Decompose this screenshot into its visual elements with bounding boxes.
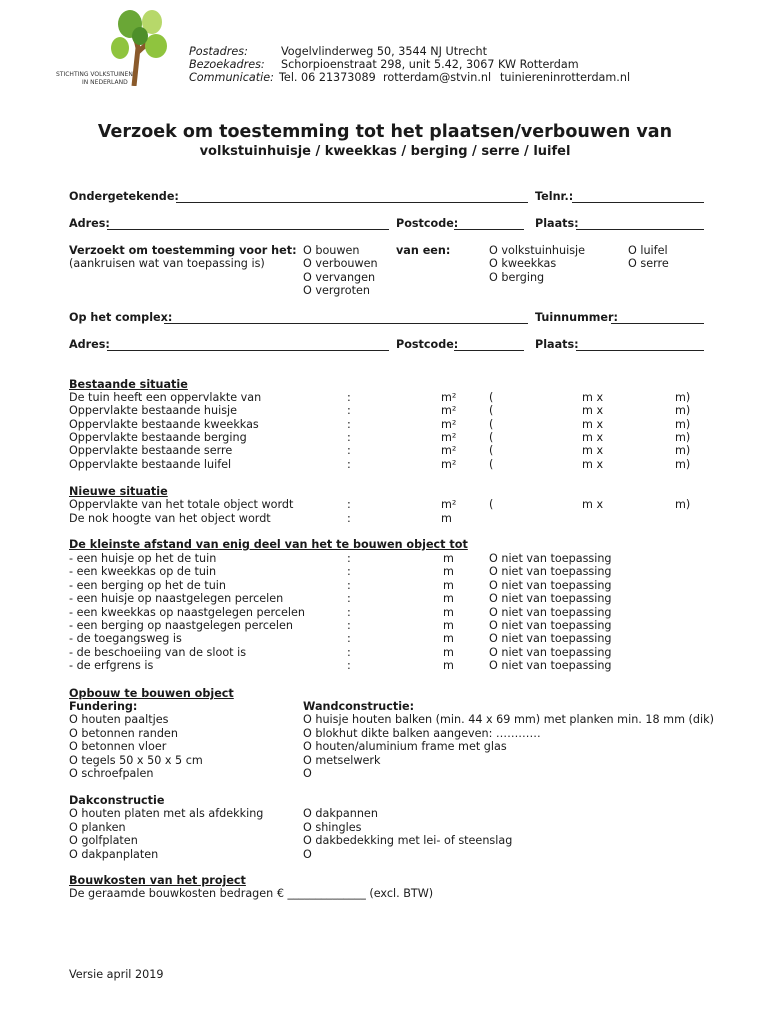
bestaande-row: Oppervlakte bestaande serre <box>69 444 233 457</box>
paren-open: ( <box>489 391 494 404</box>
telephone: Tel. 06 21373089 <box>279 71 376 84</box>
telnr-label: Telnr.: <box>535 190 574 203</box>
colon: : <box>347 391 351 404</box>
niet-van-toepassing-option[interactable]: O niet van toepassing <box>489 606 612 619</box>
times: m x <box>582 458 604 471</box>
postadres-value: Vogelvlinderweg 50, 3544 NJ Utrecht <box>281 45 487 58</box>
bestaande-heading: Bestaande situatie <box>69 378 188 391</box>
fundering-option[interactable]: O betonnen randen <box>69 727 178 740</box>
stichting-volkstuinen-logo <box>56 8 174 86</box>
communicatie-label: Communicatie: <box>189 71 274 84</box>
times: m x <box>582 444 604 457</box>
dak-option[interactable]: O shingles <box>303 821 362 834</box>
afstand-row: - een kweekkas op naastgelegen percelen <box>69 606 305 619</box>
afstand-row: - een huisje op naastgelegen percelen <box>69 592 284 605</box>
action-option-vervangen[interactable]: O vervangen <box>303 271 376 284</box>
adres2-label: Adres: <box>69 338 110 351</box>
wand-label: Wandconstructie: <box>303 700 415 713</box>
unit-m2: m² <box>441 391 457 404</box>
paren-open: ( <box>489 431 494 444</box>
plaats2-label: Plaats: <box>535 338 579 351</box>
colon: : <box>347 632 351 645</box>
times: m x <box>582 418 604 431</box>
wand-option[interactable]: O metselwerk <box>303 754 381 767</box>
object-option-berging[interactable]: O berging <box>489 271 545 284</box>
fundering-option[interactable]: O tegels 50 x 50 x 5 cm <box>69 754 203 767</box>
dak-option[interactable]: O dakpanplaten <box>69 848 159 861</box>
bezoekadres-value: Schorpioenstraat 298, unit 5.42, 3067 KW Rotterdam <box>281 58 579 71</box>
niet-van-toepassing-option[interactable]: O niet van toepassing <box>489 659 612 672</box>
bestaande-row: Oppervlakte bestaande kweekkas <box>69 418 259 431</box>
colon: : <box>347 418 351 431</box>
object-option-luifel[interactable]: O luifel <box>628 244 668 257</box>
unit-m: m <box>441 512 452 525</box>
fundering-option[interactable]: O houten paaltjes <box>69 713 169 726</box>
unit-m2: m² <box>441 498 457 511</box>
tuinnummer-label: Tuinnummer: <box>535 311 618 324</box>
action-option-vergroten[interactable]: O vergroten <box>303 284 370 297</box>
unit-m: m <box>443 552 454 565</box>
colon: : <box>347 619 351 632</box>
ondergetekende-label: Ondergetekende: <box>69 190 179 203</box>
bouwkosten-text: De geraamde bouwkosten bedragen € ______________ (excl. BTW) <box>69 887 434 900</box>
colon: : <box>347 458 351 471</box>
afstand-row: - een berging op naastgelegen percelen <box>69 619 293 632</box>
unit-m: m <box>443 592 454 605</box>
afstand-row: - de beschoeiing van de sloot is <box>69 646 247 659</box>
niet-van-toepassing-option[interactable]: O niet van toepassing <box>489 592 612 605</box>
tuinnummer-field[interactable] <box>611 323 704 324</box>
page-title: Verzoek om toestemming tot het plaatsen/verbouwen van <box>97 122 673 142</box>
unit-m: m <box>443 579 454 592</box>
colon: : <box>347 498 351 511</box>
dak-option[interactable]: O houten platen met als afdekking <box>69 807 264 820</box>
afstand-row: - de erfgrens is <box>69 659 154 672</box>
wand-option[interactable]: O <box>303 767 312 780</box>
unit-m2: m² <box>441 458 457 471</box>
paren-close: m) <box>675 391 691 404</box>
unit-m2: m² <box>441 404 457 417</box>
unit-m2: m² <box>441 444 457 457</box>
dak-option[interactable]: O golfplaten <box>69 834 138 847</box>
dak-option[interactable]: O dakpannen <box>303 807 378 820</box>
times: m x <box>582 431 604 444</box>
fundering-option[interactable]: O schroefpalen <box>69 767 154 780</box>
colon: : <box>347 565 351 578</box>
page-subtitle: volkstuinhuisje / kweekkas / berging / serre / luifel <box>199 144 571 159</box>
postcode-field[interactable] <box>454 229 524 230</box>
unit-m: m <box>443 632 454 645</box>
colon: : <box>347 404 351 417</box>
postcode-label: Postcode: <box>396 217 459 230</box>
adres2-field[interactable] <box>107 350 389 351</box>
postadres-label: Postadres: <box>189 45 248 58</box>
adres-label: Adres: <box>69 217 110 230</box>
postcode2-label: Postcode: <box>396 338 459 351</box>
unit-m2: m² <box>441 431 457 444</box>
paren-close: m) <box>675 404 691 417</box>
dak-label: Dakconstructie <box>69 794 165 807</box>
paren-open: ( <box>489 404 494 417</box>
dak-option[interactable]: O planken <box>69 821 126 834</box>
object-option-kweekkas[interactable]: O kweekkas <box>489 257 557 270</box>
colon: : <box>347 512 351 525</box>
dak-option[interactable]: O dakbedekking met lei- of steenslag <box>303 834 513 847</box>
colon: : <box>347 552 351 565</box>
niet-van-toepassing-option[interactable]: O niet van toepassing <box>489 619 612 632</box>
plaats2-field[interactable] <box>576 350 704 351</box>
unit-m: m <box>443 646 454 659</box>
adres-field[interactable] <box>107 229 389 230</box>
ondergetekende-field[interactable] <box>176 202 528 203</box>
unit-m: m <box>443 606 454 619</box>
opbouw-heading: Opbouw te bouwen object <box>69 687 234 700</box>
paren-close: m) <box>675 418 691 431</box>
afstand-row: - een kweekkas op de tuin <box>69 565 217 578</box>
fundering-option[interactable]: O betonnen vloer <box>69 740 167 753</box>
paren-open: ( <box>489 458 494 471</box>
action-option-verbouwen[interactable]: O verbouwen <box>303 257 378 270</box>
wand-option[interactable]: O blokhut dikte balken aangeven: ………… <box>303 727 541 740</box>
unit-m: m <box>443 565 454 578</box>
wand-option[interactable]: O houten/aluminium frame met glas <box>303 740 507 753</box>
afstand-row: - een huisje op het de tuin <box>69 552 217 565</box>
plaats-label: Plaats: <box>535 217 579 230</box>
bezoekadres-label: Bezoekadres: <box>189 58 265 71</box>
object-option-volkstuinhuisje[interactable]: O volkstuinhuisje <box>489 244 586 257</box>
times: m x <box>582 404 604 417</box>
colon: : <box>347 444 351 457</box>
niet-van-toepassing-option[interactable]: O niet van toepassing <box>489 646 612 659</box>
email-link[interactable]: rotterdam@stvin.nl <box>383 71 492 84</box>
complex-label: Op het complex: <box>69 311 173 324</box>
afstand-row: - een berging op het de tuin <box>69 579 226 592</box>
paren-open: ( <box>489 418 494 431</box>
colon: : <box>347 606 351 619</box>
bestaande-row: Oppervlakte bestaande luifel <box>69 458 232 471</box>
website-link[interactable]: tuiniereninrotterdam.nl <box>500 71 631 84</box>
niet-van-toepassing-option[interactable]: O niet van toepassing <box>489 632 612 645</box>
paren-close: m) <box>675 498 691 511</box>
times: m x <box>582 391 604 404</box>
niet-van-toepassing-option[interactable]: O niet van toepassing <box>489 565 612 578</box>
bestaande-row: Oppervlakte bestaande berging <box>69 431 247 444</box>
nieuwe-heading: Nieuwe situatie <box>69 485 168 498</box>
nieuwe-row-oppervlakte: Oppervlakte van het totale object wordt <box>69 498 294 511</box>
niet-van-toepassing-option[interactable]: O niet van toepassing <box>489 579 612 592</box>
fundering-label: Fundering: <box>69 700 138 713</box>
dak-option[interactable]: O <box>303 848 312 861</box>
colon: : <box>347 659 351 672</box>
colon: : <box>347 579 351 592</box>
object-option-serre[interactable]: O serre <box>628 257 669 270</box>
wand-option[interactable]: O huisje houten balken (min. 44 x 69 mm) met planken min. 18 mm (dik) <box>303 713 714 726</box>
paren-open: ( <box>489 498 494 511</box>
unit-m: m <box>443 659 454 672</box>
complex-field[interactable] <box>164 323 528 324</box>
colon: : <box>347 646 351 659</box>
action-option-bouwen[interactable]: O bouwen <box>303 244 360 257</box>
afstand-heading: De kleinste afstand van enig deel van het te bouwen object tot <box>69 538 468 551</box>
logo-line2: IN NEDERLAND <box>82 79 128 86</box>
verzoekt-label: Verzoekt om toestemming voor het: <box>69 244 297 257</box>
niet-van-toepassing-option[interactable]: O niet van toepassing <box>489 552 612 565</box>
van-een-label: van een: <box>396 244 451 257</box>
paren-close: m) <box>675 431 691 444</box>
paren-close: m) <box>675 458 691 471</box>
plaats-field[interactable] <box>576 229 704 230</box>
logo-line1: STICHTING VOLKSTUINEN <box>56 71 133 78</box>
unit-m2: m² <box>441 418 457 431</box>
nieuwe-row-nokhoogte: De nok hoogte van het object wordt <box>69 512 271 525</box>
afstand-row: - de toegangsweg is <box>69 632 182 645</box>
paren-open: ( <box>489 444 494 457</box>
colon: : <box>347 592 351 605</box>
times: m x <box>582 498 604 511</box>
bouwkosten-heading: Bouwkosten van het project <box>69 874 246 887</box>
verzoekt-hint: (aankruisen wat van toepassing is) <box>69 257 265 270</box>
telnr-field[interactable] <box>572 202 704 203</box>
bestaande-row: De tuin heeft een oppervlakte van <box>69 391 262 404</box>
bestaande-row: Oppervlakte bestaande huisje <box>69 404 238 417</box>
unit-m: m <box>443 619 454 632</box>
version-footer: Versie april 2019 <box>69 968 164 981</box>
colon: : <box>347 431 351 444</box>
postcode2-field[interactable] <box>454 350 524 351</box>
paren-close: m) <box>675 444 691 457</box>
